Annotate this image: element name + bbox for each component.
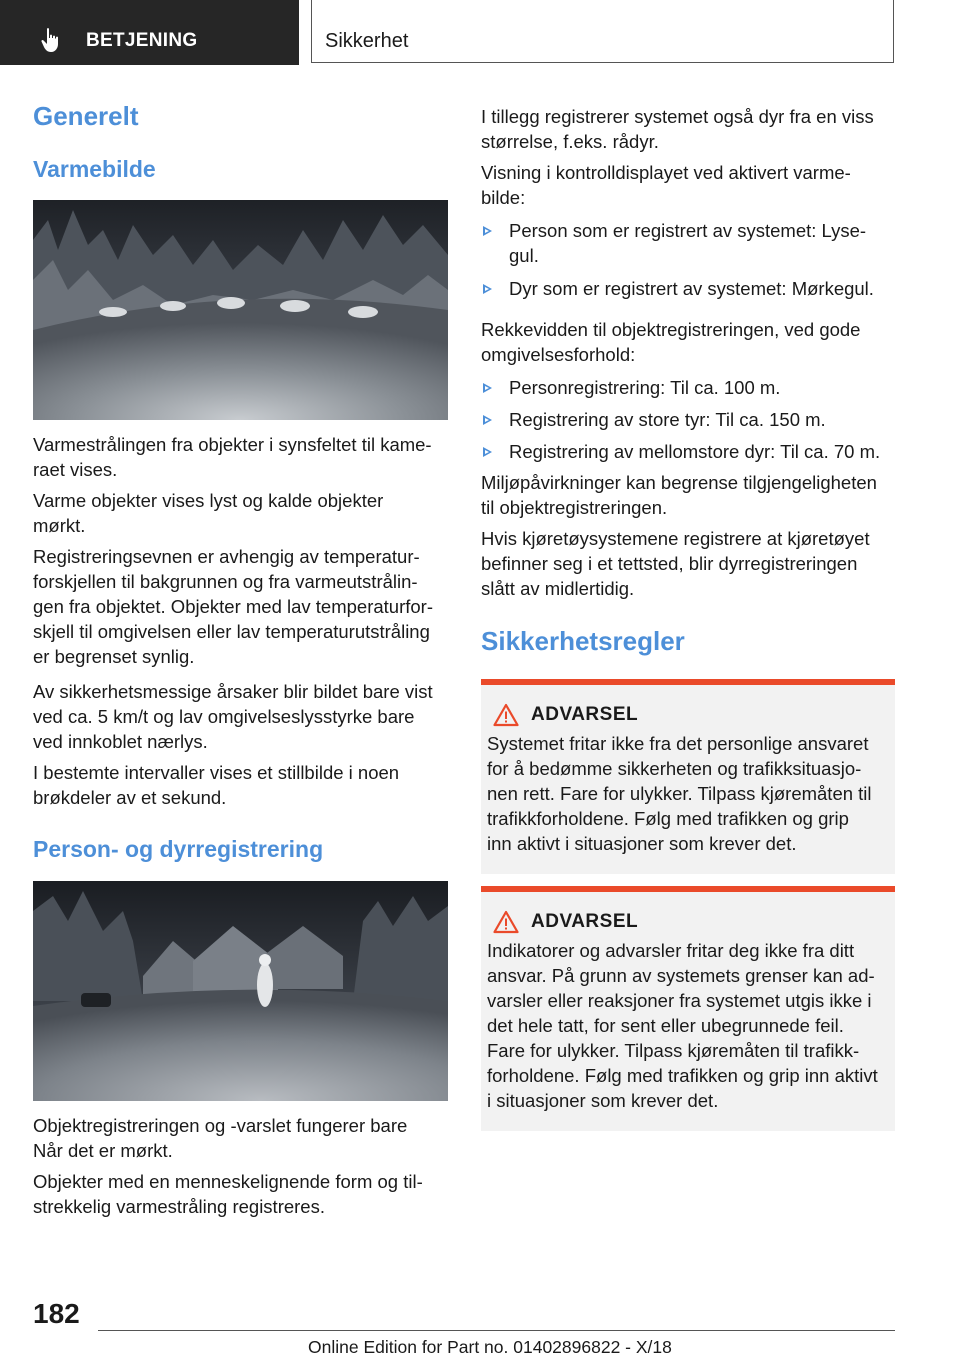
text-line: Fare for ulykker. Tilpass kjøremåten til trafikk- <box>487 1040 860 1061</box>
text-line: inn aktivt i situasjoner som krever det. <box>487 833 797 854</box>
left-column <box>33 100 448 1219</box>
range-list <box>481 375 895 464</box>
text-line: Visning i kontrolldisplayet ved aktivert varme- <box>481 162 851 183</box>
triangle-bullet-icon <box>483 284 492 294</box>
text-line: bilde: <box>481 187 526 208</box>
display-list <box>481 218 895 301</box>
text-line: Varmestrålingen fra objekter i synsfeltet til kame- <box>33 434 432 455</box>
text-line: forskjellen til bakgrunnen og fra varmeutstrålin- <box>33 571 418 592</box>
text-line: Av sikkerhetsmessige årsaker blir bildet bare vist <box>33 681 433 702</box>
warning-header <box>493 910 888 934</box>
list-item: Registrering av store tyr: Til ca. 150 m. <box>481 407 895 432</box>
text-line: Hvis kjøretøysystemene registrere at kjøretøyet <box>481 528 870 549</box>
list-item: Person som er registrert av systemet: Lyse- gul. <box>481 218 895 268</box>
text-line: I bestemte intervaller vises et stillbilde i noen <box>33 762 400 783</box>
heading-person-dyrregistrering: Person- og dyrregistrering <box>33 836 324 862</box>
text-line: slått av midlertidig. <box>481 578 635 599</box>
text-line: omgivelsesforhold: <box>481 344 636 365</box>
warning-title: ADVARSEL <box>531 704 639 725</box>
triangle-bullet-icon <box>483 226 492 236</box>
text-line: strekkelig varmestråling registreres. <box>33 1196 325 1217</box>
text-line: I tillegg registrerer systemet også dyr fra en viss <box>481 106 874 127</box>
thermal-image-animals <box>33 200 448 420</box>
text-line: ved ca. 5 km/t og lav omgivelseslysstyrke bare <box>33 706 415 727</box>
triangle-bullet-icon <box>483 415 492 425</box>
text-line: Varme objekter vises lyst og kalde objekter <box>33 490 384 511</box>
section-name: BETJENING <box>86 30 198 51</box>
footer-edition: Online Edition for Part no. 01402896822 - X/18 <box>308 1337 672 1357</box>
list-item: Dyr som er registrert av systemet: Mørkegul. <box>481 276 895 301</box>
right-column <box>481 104 895 1131</box>
text-line: Objekter med en menneskelignende form og til- <box>33 1171 423 1192</box>
text-line: i situasjoner som krever det. <box>487 1090 719 1111</box>
list-item: Personregistrering: Til ca. 100 m. <box>481 375 895 400</box>
text-line: ansvar. På grunn av systemets grenser kan ad- <box>487 965 875 986</box>
page-number: 182 <box>33 1298 80 1329</box>
footer-divider <box>98 1330 895 1331</box>
text-line: Når det er mørkt. <box>33 1140 173 1161</box>
triangle-bullet-icon <box>483 447 492 457</box>
list-item: Registrering av mellomstore dyr: Til ca. 70 m. <box>481 439 895 464</box>
heading-sikkerhetsregler: Sikkerhetsregler <box>481 626 685 656</box>
text-line: nen rett. Fare for ulykker. Tilpass kjøremåten til <box>487 783 872 804</box>
warning-title: ADVARSEL <box>531 911 639 932</box>
text-line: raet vises. <box>33 459 118 480</box>
text-line: ved innkoblet nærlys. <box>33 731 208 752</box>
warning-header <box>493 703 888 727</box>
thermal-image-pedestrian <box>33 881 448 1101</box>
text-line: Registreringsevnen er avhengig av temperatur- <box>33 546 420 567</box>
warning-triangle-icon <box>493 910 519 934</box>
text-line: det hele tatt, for sent eller ubegrunnede feil. <box>487 1015 844 1036</box>
header-section-tab <box>0 0 299 65</box>
text-line: varsler eller reaksjoner fra systemet utgis ikke i <box>487 990 872 1011</box>
text-line: forholdene. Følg med trafikken og grip inn aktivt <box>487 1065 878 1086</box>
warning-box-2 <box>481 886 895 1131</box>
text-line: Systemet fritar ikke fra det personlige ansvaret <box>487 733 869 754</box>
heading-varmebilde: Varmebilde <box>33 156 156 182</box>
text-line: til objektregistreringen. <box>481 497 668 518</box>
heading-generelt: Generelt <box>33 101 139 131</box>
chapter-name: Sikkerhet <box>325 30 409 52</box>
text-line: brøkdeler av et sekund. <box>33 787 227 808</box>
text-line: Indikatorer og advarsler fritar deg ikke fra ditt <box>487 940 855 961</box>
hand-pointer-icon <box>40 27 62 53</box>
text-line: Miljøpåvirkninger kan begrense tilgjengeligheten <box>481 472 877 493</box>
warning-box-1 <box>481 679 895 874</box>
text-line: Objektregistreringen og -varslet fungerer bare <box>33 1115 408 1136</box>
text-line: størrelse, f.eks. rådyr. <box>481 131 659 152</box>
text-line: befinner seg i et tettsted, blir dyrregistreringen <box>481 553 858 574</box>
header-chapter-box <box>311 0 894 63</box>
text-line: trafikkforholdene. Følg med trafikken og grip <box>487 808 849 829</box>
triangle-bullet-icon <box>483 383 492 393</box>
text-line: for å bedømme sikkerheten og trafikksituasjo- <box>487 758 862 779</box>
text-line: mørkt. <box>33 515 86 536</box>
text-line: gen fra objektet. Objekter med lav temperaturfor- <box>33 596 433 617</box>
text-line: skjell til omgivelsen eller lav temperaturutstråling <box>33 621 430 642</box>
text-line: Rekkevidden til objektregistreringen, ved gode <box>481 319 861 340</box>
text-line: er begrenset synlig. <box>33 646 195 667</box>
warning-triangle-icon <box>493 703 519 727</box>
